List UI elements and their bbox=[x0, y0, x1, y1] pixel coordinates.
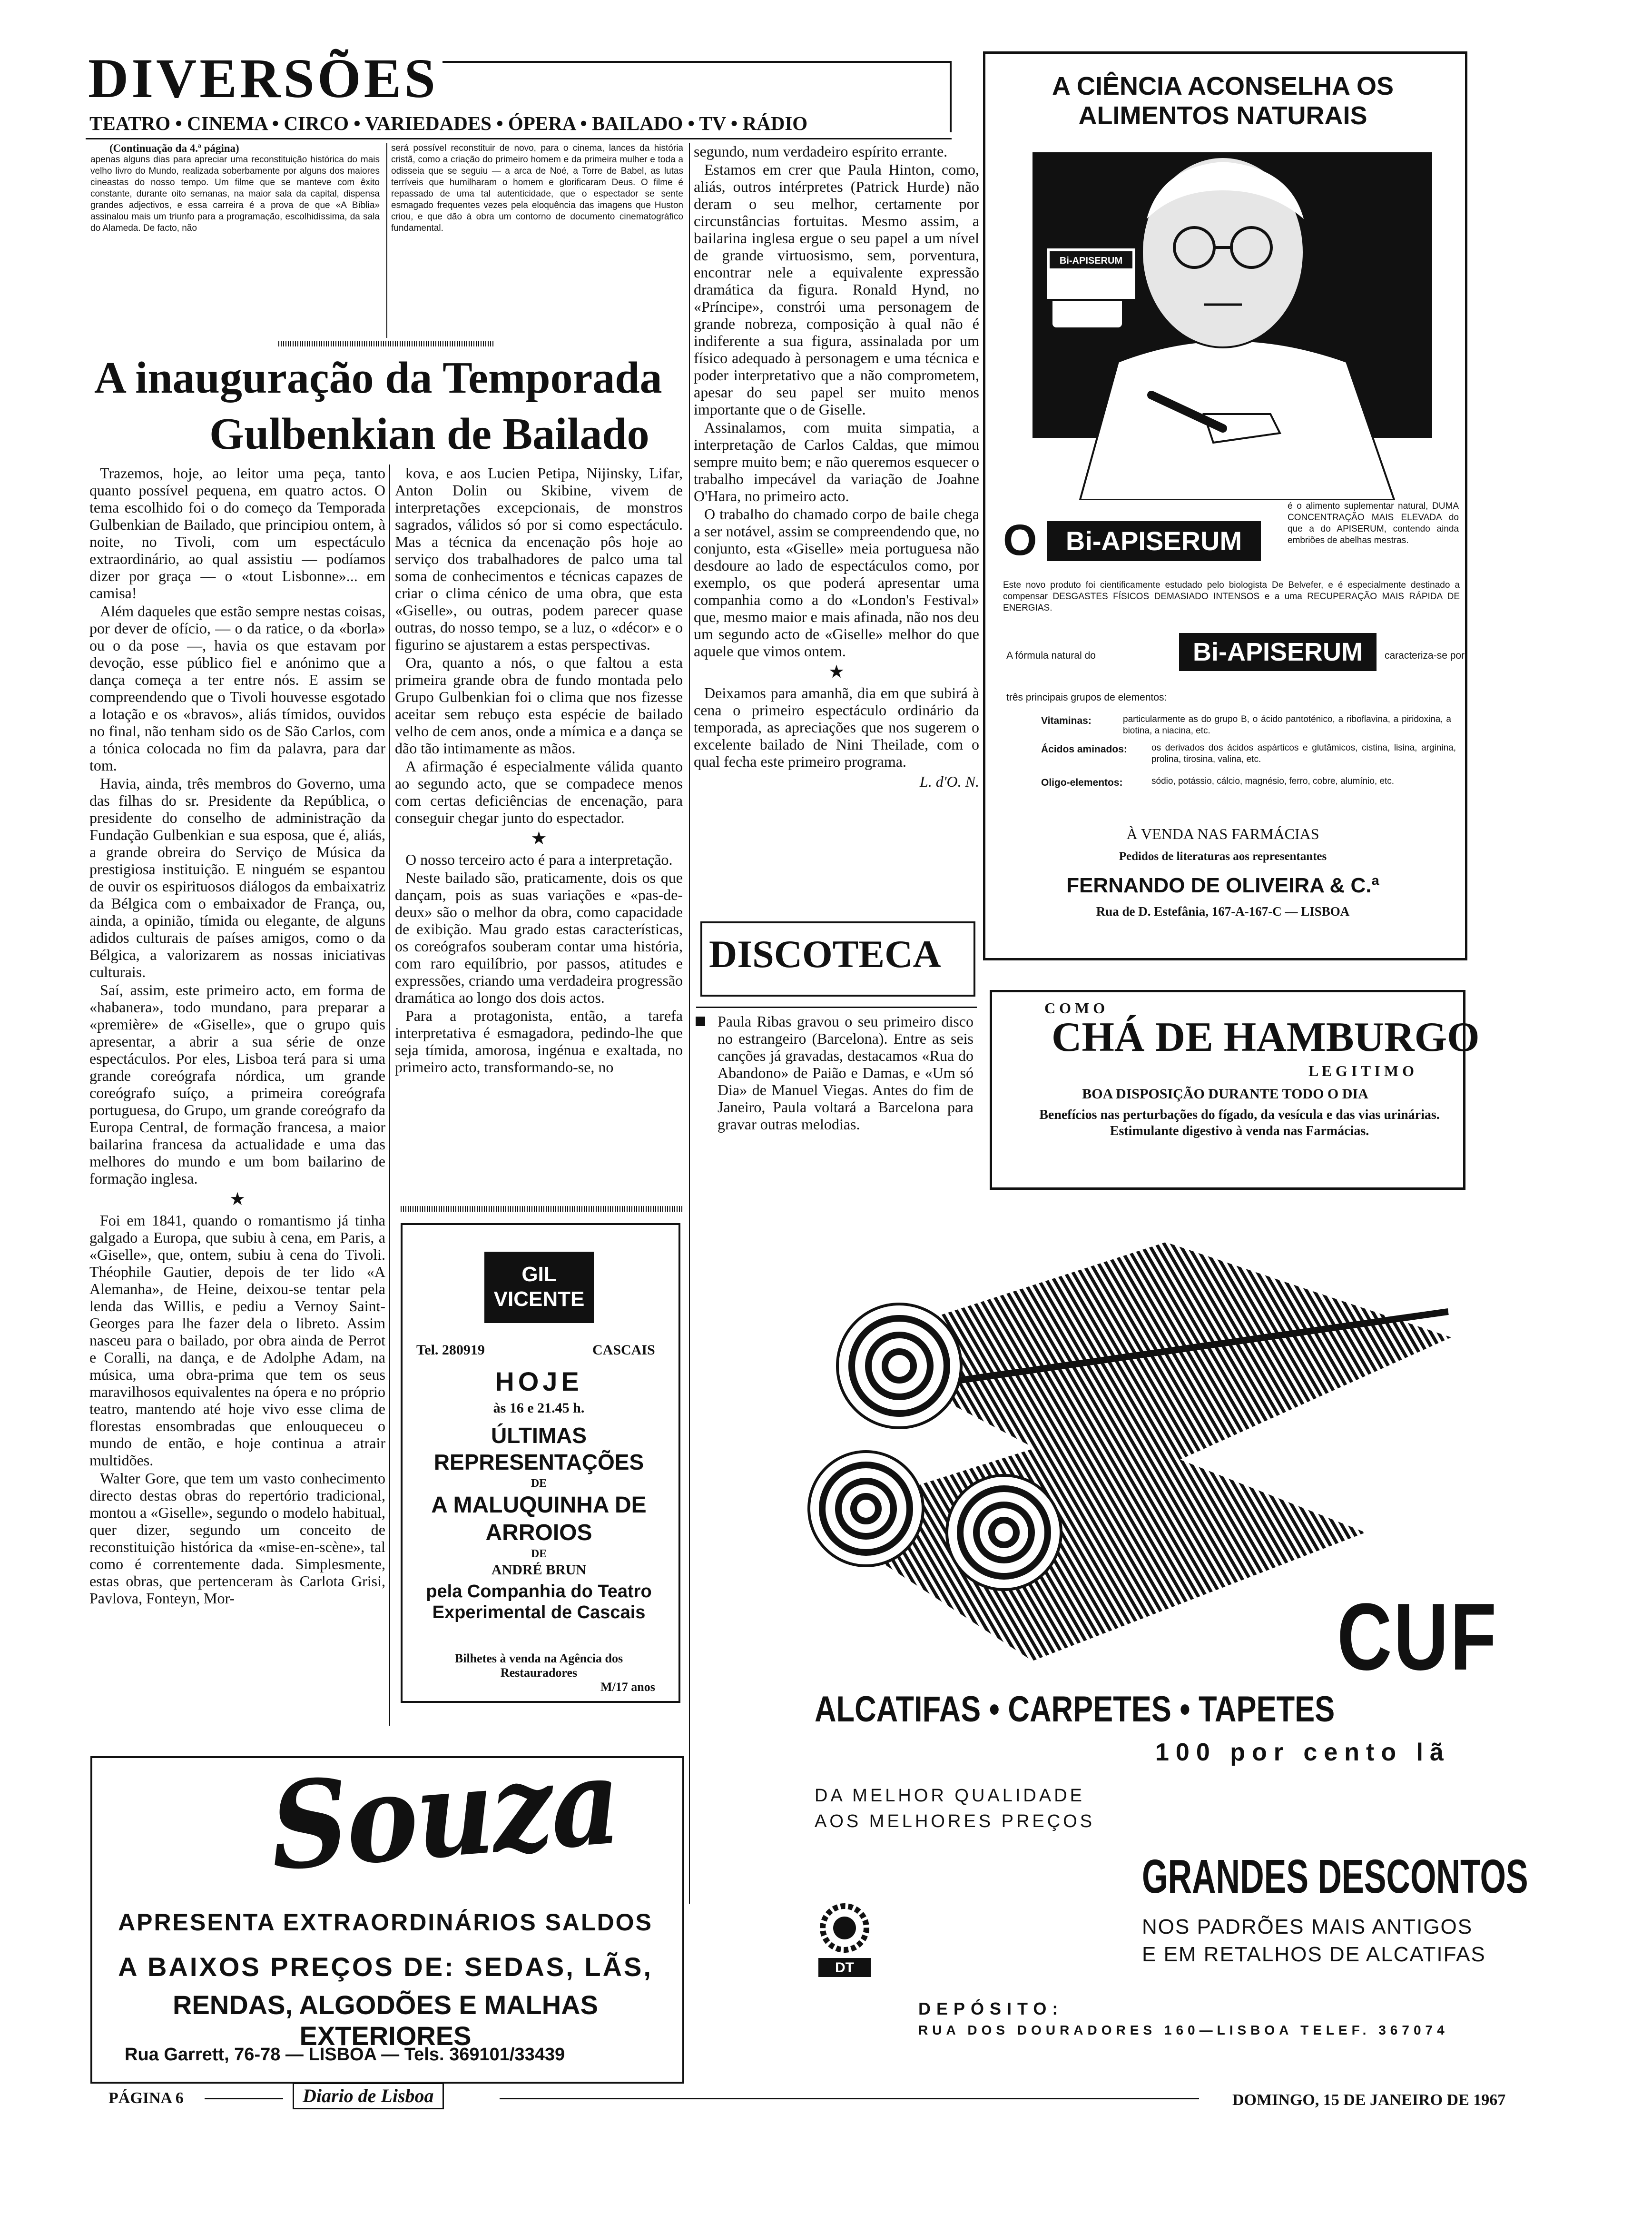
oligo-label: Oligo-elementos: bbox=[1041, 777, 1123, 788]
cuf-brand: CUF bbox=[1337, 1584, 1498, 1690]
souza-address: Rua Garrett, 76-78 — LISBOA — Tels. 369101/33439 bbox=[125, 2045, 565, 2065]
gil-de2: DE bbox=[531, 1548, 547, 1560]
roll-end-icon bbox=[837, 1304, 961, 1428]
article-paragraph: Deixamos para amanhã, dia em que subirá à cena o primeiro espectáculo ordinário da temporada, as apreciações que nos sugerem o excelente bailado de Nini Theilade, com o qual fecha este primeiro programa. bbox=[694, 684, 979, 770]
continuation-col2: será possível reconstituir de novo, para o cinema, lances da história cristã, como a criação do primeiro homem e da primeira mulher e toda a odisseia que se seguiu — a arca de Noé, a Torre de Babel, as lutas terríveis que humilharam o homem e glorificaram Deus. O filme é repassado de uma tal autenticidade, que o espectador se sente esmagado frequentes vezes pela eloquência das imagens que Huston criou, e que dão à obra um contorno de documento cinematográfico fundamental. bbox=[391, 143, 683, 233]
cuf-line6: E EM RETALHOS DE ALCATIFAS bbox=[1142, 1943, 1486, 1966]
gil-author: ANDRÉ BRUN bbox=[491, 1562, 587, 1578]
cha-title: CHÁ DE HAMBURGO bbox=[1052, 1014, 1480, 1060]
gil-hoje: HOJE bbox=[495, 1366, 583, 1396]
gil-times: às 16 e 21.45 h. bbox=[493, 1400, 585, 1416]
separator-star: ★ bbox=[229, 1189, 246, 1209]
article-paragraph: Para a protagonista, então, a tarefa interpretativa é esmagadora, pedindo-lhe que seja tímida, amorosa, ingénua e exaltada, no primeiro acto, transformando-se, no bbox=[395, 1007, 683, 1076]
apiserum-brand: Bi-APISERUM bbox=[1047, 521, 1261, 561]
article-paragraph: A afirmação é especialmente válida quanto ao segundo acto, que se compadece menos com certas deficiências de encenação, para conseguir chegar junto do espectador. bbox=[395, 758, 683, 826]
apiserum-o: O bbox=[1003, 516, 1037, 564]
cha-text: Benefícios nas perturbações do fígado, da vesícula e das vias urinárias. Estimulante digestivo à venda nas Farmácias. bbox=[1039, 1107, 1440, 1138]
vit-text: particularmente as do grupo B, o ácido pantoténico, a riboflavina, a piridoxina, a biotina, a niacina, etc. bbox=[1123, 714, 1451, 736]
separator-star: ★ bbox=[531, 829, 547, 849]
continuation-col1: apenas alguns dias para apreciar uma reconstituição histórica do mais velho livro do Mundo, realizada soberbamente por alguns dos maiores cineastas do nosso tempo. Um filme que se manteve com êxito constante, durante oito semanas, na maior sala da capital, dispensa grandes adjectivos, e essa carreira é a prova de que «A Bíblia» assinalou mais um triunfo para a programação, escolhidíssima, da sala do Alameda. De facto, não bbox=[90, 155, 380, 233]
article-paragraph: Havia, ainda, três membros do Governo, uma das filhas do sr. Presidente da República, o presidente do conselho de administração da Fundação Gulbenkian e sua esposa, que é, aliás, a grande obreira do Serviço de Música da prestigiosa instituição. E ninguém se espantou de ouvir os espirituosos diálogos da embaixatriz da Bélgica com o embaixador de França, ou, ainda, a opinião, tímida ou elegante, de alguns adidos culturais de países amigos, como o da Bélgica, a valorizarem as nossas iniciativas culturais. bbox=[89, 775, 385, 980]
article-paragraph: Estamos em crer que Paula Hinton, como, aliás, outros intérpretes (Patrick Hurde) não deram o seu melhor, certamente por circunstâncias fortuitas. Mesmo assim, a bailarina inglesa ergue o seu papel a um nível de grande virtuosismo, sem, porventura, encontrar nele a equivalente expressão dramática da figura. Ronald Hynd, no «Príncipe», constrói uma personagem de grande nobreza, composição à qual não é indiferente a sua figura, assinalada por um físico adequado à personagem e uma técnica e poder interpretativo que a não comprometem, apesar do seu papel ser muito menos importante que o de Giselle. bbox=[694, 161, 979, 418]
article-paragraph: segundo, num verdadeiro espírito errante. bbox=[694, 143, 948, 160]
footer-masthead: Diario de Lisboa bbox=[293, 2083, 444, 2109]
article-paragraph: Neste bailado são, praticamente, dois os que dançam, pois as suas variações e «pas-de-deux» são o melhor da obra, como capacidade de exibição. Mau grado estas características, os coreógrafos souberam contar uma história, com raro equilíbrio, por passos, atitudes e expressões, criando uma verdadeira progressão dramática ao longo dos dois actos. bbox=[395, 869, 683, 1006]
bullet-icon bbox=[696, 1017, 705, 1026]
cuf-address: RUA DOS DOURADORES 160—LISBOA TELEF. 367074 bbox=[918, 2023, 1449, 2037]
cuf-line4: AOS MELHORES PREÇOS bbox=[815, 1811, 1095, 1831]
souza-line1: APRESENTA EXTRAORDINÁRIOS SALDOS bbox=[118, 1909, 653, 1936]
gil-tickets: Bilhetes à venda na Agência dos Restauradores bbox=[454, 1651, 623, 1680]
gil-vicente-logo: GIL VICENTE bbox=[484, 1252, 594, 1323]
formula-brand: Bi-APISERUM bbox=[1179, 633, 1377, 671]
acid-label: Ácidos aminados: bbox=[1041, 744, 1127, 755]
oligo-text: sódio, potássio, cálcio, magnésio, ferro, cobre, alumínio, etc. bbox=[1151, 776, 1395, 786]
headline-line1: A inauguração da Temporada bbox=[94, 353, 662, 403]
roll-end-icon bbox=[947, 1475, 1061, 1590]
cuf-deposito: DEPÓSITO: bbox=[918, 1999, 1064, 2018]
discoteca-title: DISCOTECA bbox=[709, 932, 941, 976]
section-title: DIVERSÕES bbox=[88, 47, 439, 109]
cuf-descontos: GRANDES DESCONTOS bbox=[1142, 1850, 1528, 1903]
article-paragraph: Saí, assim, este primeiro acto, em forma de «habanera», todo mundano, para preparar a «première» de «Giselle», que o grupo quis apresentar, a abrir a sua série de onze espectáculos. Por eles, Lisboa terá para si uma grande coreógrafa nórdica, um grande coreógrafo suíço, a primeira coreógrafa portuguesa, do Grupo, um grande coreógrafo da Europa Central, de formação francesa, a maior bailarina francesa da actualidade e uma das melhores do mundo e um bom bailarino de formação inglesa. bbox=[89, 981, 385, 1187]
gil-de: DE bbox=[531, 1477, 547, 1490]
headline-line2: Gulbenkian de Bailado bbox=[209, 409, 649, 459]
souza-logo: Souza bbox=[266, 1730, 623, 1898]
article-paragraph: kova, e aos Lucien Petipa, Nijinsky, Lifar, Anton Dolin ou Skibine, vivem de interpretações excepcionais, de monstros sagrados, válidos só por si como espectáculo. Mas a técnica da encenação pôs hoje ao serviço dos trabalhadores de palco uma tal soma de conhecimentos e técnicas capazes de criar o clima cénico de uma obra, que esta «Giselle», ou outras, podem parecer quase outras, do nosso tempo, se a luz, o «décor» e o figurino se ajustarem a estas perspectivas. bbox=[395, 465, 683, 653]
cha-legitimo: L E G I T I M O bbox=[1308, 1062, 1414, 1079]
packet-label: Bi-APISERUM bbox=[1059, 256, 1123, 266]
pedidos: Pedidos de literaturas aos representantes bbox=[1119, 850, 1327, 863]
discoteca-text: Paula Ribas gravou o seu primeiro disco no estrangeiro (Barcelona). Entre as seis canções já gravadas, destacamos «Rua do Abandono» de Paião e Damas, e «Um só Dia» de Manuel Viegas. Antes do fim de Janeiro, Paula voltará a Barcelona para gravar outras melodias. bbox=[718, 1013, 974, 1133]
cuf-logo-letters: DT bbox=[835, 1960, 854, 1976]
article-paragraph: Assinalamos, com muita simpatia, a interpretação de Carlos Caldas, que mimou sempre muito bem; e não queremos esquecer o trabalho impecável da variação de Joahne O'Hara, no primeiro acto. bbox=[694, 419, 979, 504]
gil-play: A MALUQUINHA DE ARROIOS bbox=[431, 1493, 647, 1545]
cuf-line3: DA MELHOR QUALIDADE bbox=[815, 1786, 1085, 1806]
vit-label: Vitaminas: bbox=[1041, 715, 1092, 726]
gil-company: pela Companhia do Teatro Experimental de Cascais bbox=[426, 1582, 652, 1622]
representative: FERNANDO DE OLIVEIRA & C.ª bbox=[1066, 874, 1379, 897]
venda: À VENDA NAS FARMÁCIAS bbox=[1126, 825, 1319, 842]
roll-end-icon bbox=[809, 1452, 923, 1566]
souza-line2: A BAIXOS PREÇOS DE: SEDAS, LÃS, bbox=[118, 1952, 653, 1982]
article-paragraph: Foi em 1841, quando o romantismo já tinha galgado a Europa, que subiu à cena, em Paris, a «Giselle», que, ontem, subiu à cena do Tivoli. Théophile Gautier, depois de ter lido «A Alemanha», de Heine, deixou-se tentar pela lenda das Willis, e pediu a Vernoy Saint-Georges para lhe fazer dela o libreto. Assim nasceu para o bailado, por obra ainda de Perrot e Coralli, na dança, e de Adolphe Adam, na música, uma obra-prima que tem os seus maravilhosos equivalentes na ópera e no próprio teatro, mantendo até hoje vivo esse clima de florestas ensombradas que enlouqueceu o mundo de então, e hoje continua a atrair multidões. bbox=[89, 1212, 385, 1469]
gil-city: CASCAIS bbox=[592, 1342, 655, 1358]
article-col3 bbox=[694, 143, 979, 791]
article-signature: L. d'O. N. bbox=[919, 773, 979, 790]
gil-rating: M/17 anos bbox=[600, 1680, 655, 1694]
apiserum-address: Rua de D. Estefânia, 167-A-167-C — LISBOA bbox=[1096, 904, 1350, 919]
article-paragraph: Ora, quanto a nós, o que faltou a esta primeira grande obra de fundo montada pelo Grupo Gulbenkian foi o clima que nos fizesse aceitar sem rebuço esta espécie de bailado velho de cem anos, onde a mímica e a dança se dão tão intimamente as mãos. bbox=[395, 654, 683, 757]
cuf-line2: 100 por cento lã bbox=[1155, 1739, 1450, 1766]
cuf-line1: ALCATIFAS • CARPETES • TAPETES bbox=[815, 1689, 1335, 1730]
formula-left: A fórmula natural do bbox=[1006, 650, 1096, 661]
formula-right: caracteriza-se por bbox=[1385, 650, 1465, 661]
continuation-label: (Continuação da 4.ª página) bbox=[109, 142, 239, 154]
separator-star: ★ bbox=[828, 662, 845, 682]
footer-date: DOMINGO, 15 DE JANEIRO DE 1967 bbox=[1232, 2091, 1506, 2109]
cuf-gear-logo-icon bbox=[818, 1902, 871, 1986]
apiserum-para: Este novo produto foi cientificamente estudado pelo biologista De Belvefer, e é especialmente destinado a compensar DESGASTES FÍSICOS DEMASIADO INTENSOS e a uma RECUPERAÇÃO MAIS RÁPIDA DE ENERGIAS. bbox=[1003, 580, 1460, 613]
cha-sub: BOA DISPOSIÇÃO DURANTE TODO O DIA bbox=[1082, 1086, 1368, 1102]
gil-ultimas: ÚLTIMAS REPRESENTAÇÕES bbox=[433, 1423, 644, 1474]
acid-text: os derivados dos ácidos aspárticos e glutâmicos, cistina, lisina, arginina, prolina, tirosina, valina, etc. bbox=[1151, 743, 1456, 764]
article-col2 bbox=[395, 465, 683, 1077]
apiserum-desc: é o alimento suplementar natural, DUMA CONCENTRAÇÃO MAIS ELEVADA do que a do APISERUM, contendo ainda embriões de abelhas mestras. bbox=[1288, 501, 1459, 545]
groups-intro: três principais grupos de elementos: bbox=[1006, 692, 1167, 703]
article-paragraph: Walter Gore, que tem um vasto conhecimento directo destas obras do repertório tradicional, montou a «Giselle», segundo o modelo habitual, quer dizer, segundo um conceito de reconstituição histórica da «mise-en-scène», tal como é correntemente dada. Simplesmente, estas obras, que pertenceram às Carlota Grisi, Pavlova, Fonteyn, Mor- bbox=[89, 1470, 385, 1607]
gil-tel: Tel. 280919 bbox=[416, 1342, 485, 1358]
article-col1 bbox=[89, 465, 385, 1608]
souza-line3: RENDAS, ALGODÕES E MALHAS EXTERIORES bbox=[173, 1990, 598, 2051]
footer-page: PÁGINA 6 bbox=[108, 2089, 184, 2107]
apiserum-headline: A CIÊNCIA ACONSELHA OS ALIMENTOS NATURAIS bbox=[1052, 72, 1394, 130]
cuf-line5: NOS PADRÕES MAIS ANTIGOS bbox=[1142, 1915, 1473, 1938]
scientist-illustration bbox=[1023, 148, 1437, 500]
article-paragraph: O trabalho do chamado corpo de baile chega a ser notável, assim se compreendendo que, no conjunto, esta «Giselle» meia portuguesa não desdoure ao lado de espectáculos como, por exemplo, os que poderá apresentar uma companhia como a do «London's Festival» que, mesmo maior e mais afinada, não nos deu um segundo acto de «Giselle» melhor do que aquele que vimos ontem. bbox=[694, 505, 979, 660]
article-paragraph: Além daqueles que estão sempre nestas coisas, por dever de ofício, — o da ratice, o da «borla» ou o da pose —, havia os que estavam por devoção, esse público fiel e anónimo que a dança começa a ter entre nós. E assim se compreendendo que o Tivoli houvesse esgotado a lotação e os «bravos», aliás tímidos, ouvidos no final, não tenham sido os de São Carlos, com a tónica colocada no fim da palavra, para dar tom. bbox=[89, 603, 385, 774]
article-paragraph: O nosso terceiro acto é para a interpretação. bbox=[405, 851, 673, 868]
cha-como: C O M O bbox=[1044, 999, 1105, 1017]
article-paragraph: Trazemos, hoje, ao leitor uma peça, tanto quanto possível pequena, em quatro actos. O tema escolhido foi o do começo da Temporada Gulbenkian de Bailado, que principiou ontem, à noite, no Tivoli, com um espectáculo extraordinário, ao qual assistiu — podíamos dizer por graça — o «tout Lisbonne»... em camisa! bbox=[89, 465, 385, 602]
section-list: TEATRO • CINEMA • CIRCO • VARIEDADES • ÓPERA • BAILADO • TV • RÁDIO bbox=[89, 112, 808, 134]
